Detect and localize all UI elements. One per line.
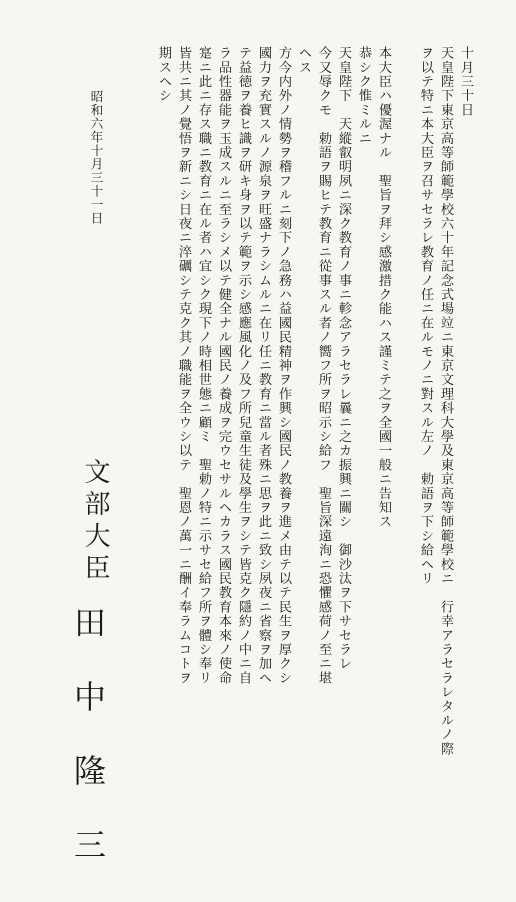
document-date: 昭和六年十月三十一日 (89, 90, 104, 225)
text-column-11: テ益徳ヲ養ヒ識ヲ研キ身ヲ以テ範ヲ示シ感應風化ノ及フ所兒童生徒及學生ヲシテ皆克ク隱約ノ中ニ自 (236, 46, 251, 685)
text-column-14: 皆共ニ其ノ覺悟ヲ新ニシ日夜ニ淬礪シテ克ク其ノ職能ヲ全ウシ以テ 聖恩ノ萬一ニ酬イ奉ラムコトヲ (176, 46, 191, 685)
text-column-1: 十月三十日 (458, 46, 473, 117)
text-column-13: 寔ニ此ニ存ス職ニ教育ニ在ル者ハ宜シク現下ノ時相世態ニ顧ミ 聖勅ノ特ニ示サセ給フ所ヲ體シ奉リ (196, 46, 211, 686)
text-column-5: 恭シク惟ミルニ (356, 46, 371, 146)
text-column-15: 期スヘシ (156, 46, 171, 103)
text-column-4: 本大臣ハ優渥ナル 聖旨ヲ拜シ感激措ク能ハス謹ミテ之ヲ全國一般ニ告知ス (376, 46, 391, 529)
text-column-8: ヘス (296, 46, 311, 75)
text-column-3: ヲ以テ特ニ本大臣ヲ召サセラレ教育ノ任ニ在ルモノニ對スル左ノ 勅語ヲ下シ給ヘリ (418, 46, 433, 586)
text-column-2: 天皇陛下東京高等師範學校六十年記念式場竝ニ東京文理科大學及東京高等師範學校ニ 行幸アラセラレタルノ際 (438, 46, 453, 756)
signature-title: 文部大臣 (80, 458, 110, 586)
signature-name: 田中隆三 (69, 606, 107, 902)
text-column-10: 國力ヲ充實スルノ源泉ヲ旺盛ナラシムルニ在リ任ニ教育ニ當ル者殊ニ思ヲ此ニ致シ夙夜ニ省察ヲ加ヘ (256, 46, 271, 686)
text-column-12: ラ品性器能ヲ玉成スルニ至ラシメ以テ健全ナル國民ノ養成ヲ完ウセサルヘカラス國民教育本來ノ使命 (216, 46, 231, 685)
text-column-6: 天皇陛下 天縱叡明夙ニ深ク教育ノ事ニ軫念アラセラレ曩ニ之カ振興ニ關シ 御沙汰ヲ下サセラレ (336, 46, 351, 671)
text-column-9: 方今内外ノ情勢ヲ稽フルニ刻下ノ急務ハ益國民精神ヲ作興シ國民ノ教養ヲ進メ由テ以テ民生ヲ厚クシ (276, 46, 291, 685)
text-column-7: 今又辱クモ 勅語ヲ賜ヒテ教育ニ從事スル者ノ嚮フ所ヲ昭示シ給フ 聖旨深遠洵ニ恐懼感荷ノ至ニ堪 (316, 46, 331, 685)
